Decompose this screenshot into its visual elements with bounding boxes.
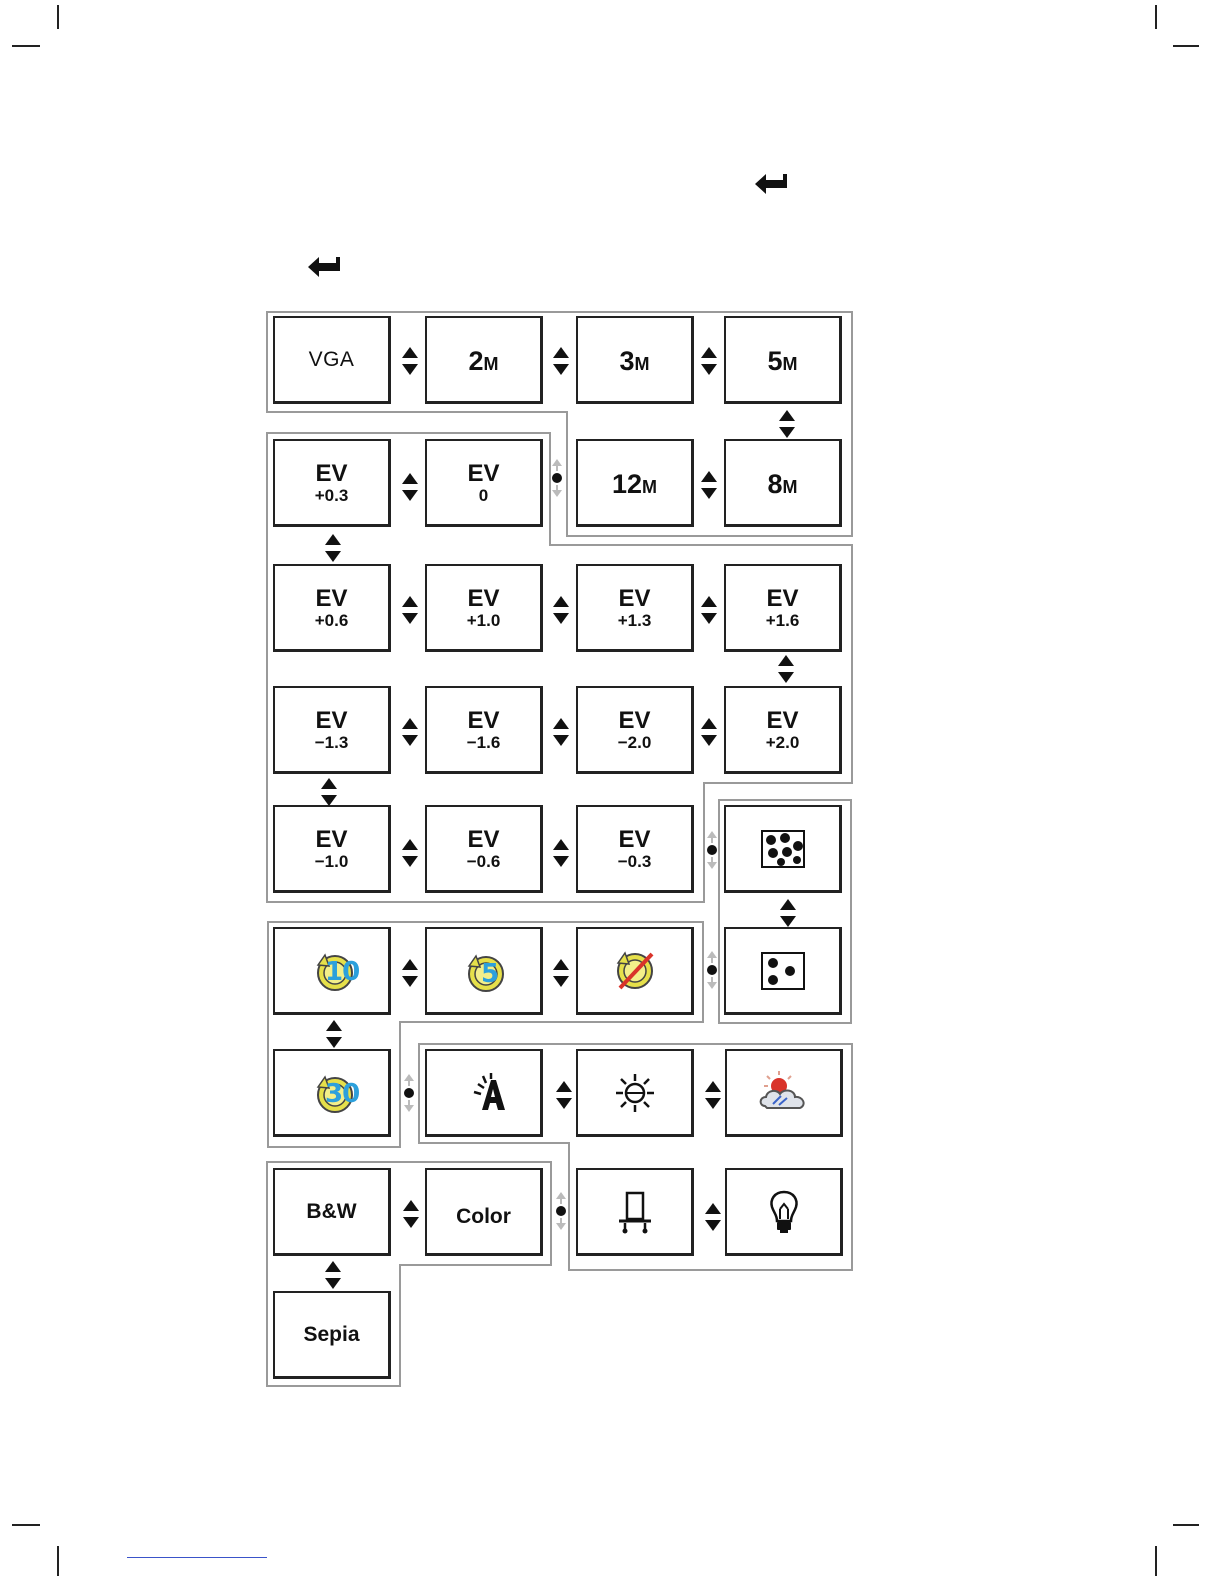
up-down-arrow-icon: [401, 595, 419, 625]
fine-quality-icon: [760, 829, 806, 869]
up-down-arrow-icon: [552, 595, 570, 625]
dot-with-arrows-icon: [705, 950, 719, 990]
up-down-arrow-icon: [401, 346, 419, 376]
wb-fluorescent-tile[interactable]: [576, 1168, 694, 1256]
ev-label: EV: [315, 459, 348, 487]
wb-tungsten-tile[interactable]: [725, 1168, 843, 1256]
wb-cloudy-tile[interactable]: [725, 1049, 843, 1137]
resolution-5m-tile[interactable]: [724, 316, 842, 404]
ev-plus-2-0-tile[interactable]: [724, 686, 842, 774]
wb-auto-tile[interactable]: [425, 1049, 543, 1137]
color-mode-label: Color: [456, 1205, 511, 1228]
ev-label: EV: [467, 584, 500, 612]
up-down-arrow-icon: [401, 717, 419, 747]
resolution-number: 5: [767, 346, 783, 376]
ev-label: EV: [467, 706, 500, 734]
dot-with-arrows-icon: [705, 830, 719, 870]
ev-value: −1.0: [314, 851, 349, 871]
normal-quality-icon: [760, 951, 806, 991]
dot-with-arrows-icon: [550, 458, 564, 498]
ev-plus-0-6-tile[interactable]: [273, 564, 391, 652]
up-down-arrow-icon: [700, 717, 718, 747]
ev-label: EV: [766, 584, 799, 612]
ev-value: 0: [478, 485, 489, 505]
ev-label: EV: [315, 706, 348, 734]
up-down-arrow-icon: [704, 1202, 722, 1232]
fluorescent-icon: [615, 1189, 655, 1235]
resolution-number: 12: [611, 469, 643, 499]
timer-seconds: 5: [481, 959, 499, 989]
dot-with-arrows-icon: [554, 1191, 568, 1231]
ev-plus-0-3-tile[interactable]: [273, 439, 391, 527]
ev-value: −2.0: [617, 732, 652, 752]
timer-5s-tile[interactable]: [425, 927, 543, 1015]
ev-value: −0.6: [466, 851, 501, 871]
ev-value: +1.0: [466, 610, 501, 630]
ev-label: EV: [467, 825, 500, 853]
up-down-arrow-icon: [402, 1199, 420, 1229]
daylight-icon: [612, 1070, 658, 1116]
up-down-arrow-icon: [700, 470, 718, 500]
ev-label: EV: [618, 706, 651, 734]
color-mode-label: Sepia: [303, 1323, 360, 1346]
color-mode-sepia-tile[interactable]: [273, 1291, 391, 1379]
up-down-arrow-icon: [700, 346, 718, 376]
ev-minus-0-6-tile[interactable]: [425, 805, 543, 893]
ev-value: +0.6: [314, 610, 349, 630]
up-down-arrow-icon: [552, 838, 570, 868]
resolution-12m-tile[interactable]: [576, 439, 694, 527]
ev-value: −1.6: [466, 732, 501, 752]
dot-with-arrows-icon: [402, 1073, 416, 1113]
ev-minus-1-3-tile[interactable]: [273, 686, 391, 774]
timer-off-tile[interactable]: [576, 927, 694, 1015]
ev-label: EV: [315, 825, 348, 853]
color-mode-label: B&W: [306, 1200, 357, 1223]
timer-off-icon: [612, 948, 658, 994]
resolution-vga-tile[interactable]: [273, 316, 391, 404]
up-down-arrow-icon: [401, 958, 419, 988]
up-down-arrow-icon: [552, 346, 570, 376]
ev-plus-1-3-tile[interactable]: [576, 564, 694, 652]
up-down-arrow-icon: [778, 409, 796, 439]
timer-30s-tile[interactable]: [273, 1049, 391, 1137]
resolution-3m-tile[interactable]: [576, 316, 694, 404]
up-down-arrow-icon: [552, 717, 570, 747]
resolution-suffix: M: [642, 477, 658, 497]
ev-value: +1.6: [765, 610, 800, 630]
up-down-arrow-icon: [552, 958, 570, 988]
resolution-vga-label: VGA: [308, 348, 355, 371]
timer-10s-tile[interactable]: [273, 927, 391, 1015]
up-down-arrow-icon: [779, 898, 797, 928]
ev-value: +2.0: [765, 732, 800, 752]
ev-label: EV: [618, 825, 651, 853]
up-down-arrow-icon: [700, 595, 718, 625]
ev-minus-1-0-tile[interactable]: [273, 805, 391, 893]
resolution-8m-tile[interactable]: [724, 439, 842, 527]
auto-wb-icon: [460, 1070, 508, 1116]
up-down-arrow-icon: [401, 838, 419, 868]
ev-minus-0-3-tile[interactable]: [576, 805, 694, 893]
ev-value: −0.3: [617, 851, 652, 871]
resolution-suffix: M: [782, 477, 798, 497]
up-down-arrow-icon: [324, 1260, 342, 1290]
cloudy-icon: [755, 1068, 813, 1118]
up-down-arrow-icon: [324, 533, 342, 563]
timer-seconds: 10: [325, 957, 360, 987]
resolution-number: 3: [619, 346, 635, 376]
wb-daylight-tile[interactable]: [576, 1049, 694, 1137]
timer-seconds: 30: [325, 1079, 360, 1109]
ev-0-tile[interactable]: [425, 439, 543, 527]
ev-label: EV: [766, 706, 799, 734]
ev-plus-1-6-tile[interactable]: [724, 564, 842, 652]
ev-plus-1-0-tile[interactable]: [425, 564, 543, 652]
up-down-arrow-icon: [325, 1019, 343, 1049]
resolution-suffix: M: [782, 354, 798, 374]
up-down-arrow-icon: [704, 1080, 722, 1110]
color-mode-color-tile[interactable]: [425, 1168, 543, 1256]
resolution-number: 8: [767, 469, 783, 499]
resolution-number: 2: [468, 346, 484, 376]
ev-minus-2-0-tile[interactable]: [576, 686, 694, 774]
up-down-arrow-icon: [320, 777, 338, 807]
ev-label: EV: [467, 459, 500, 487]
ev-value: +1.3: [617, 610, 652, 630]
color-mode-bw-tile[interactable]: [273, 1168, 391, 1256]
ev-minus-1-6-tile[interactable]: [425, 686, 543, 774]
resolution-2m-tile[interactable]: [425, 316, 543, 404]
quality-normal-tile[interactable]: [724, 927, 842, 1015]
up-down-arrow-icon: [777, 654, 795, 684]
quality-fine-tile[interactable]: [724, 805, 842, 893]
up-down-arrow-icon: [401, 472, 419, 502]
tungsten-icon: [766, 1189, 802, 1235]
resolution-suffix: M: [483, 354, 499, 374]
up-down-arrow-icon: [555, 1080, 573, 1110]
ev-label: EV: [618, 584, 651, 612]
resolution-suffix: M: [634, 354, 650, 374]
ev-label: EV: [315, 584, 348, 612]
ev-value: −1.3: [314, 732, 349, 752]
ev-value: +0.3: [314, 485, 349, 505]
